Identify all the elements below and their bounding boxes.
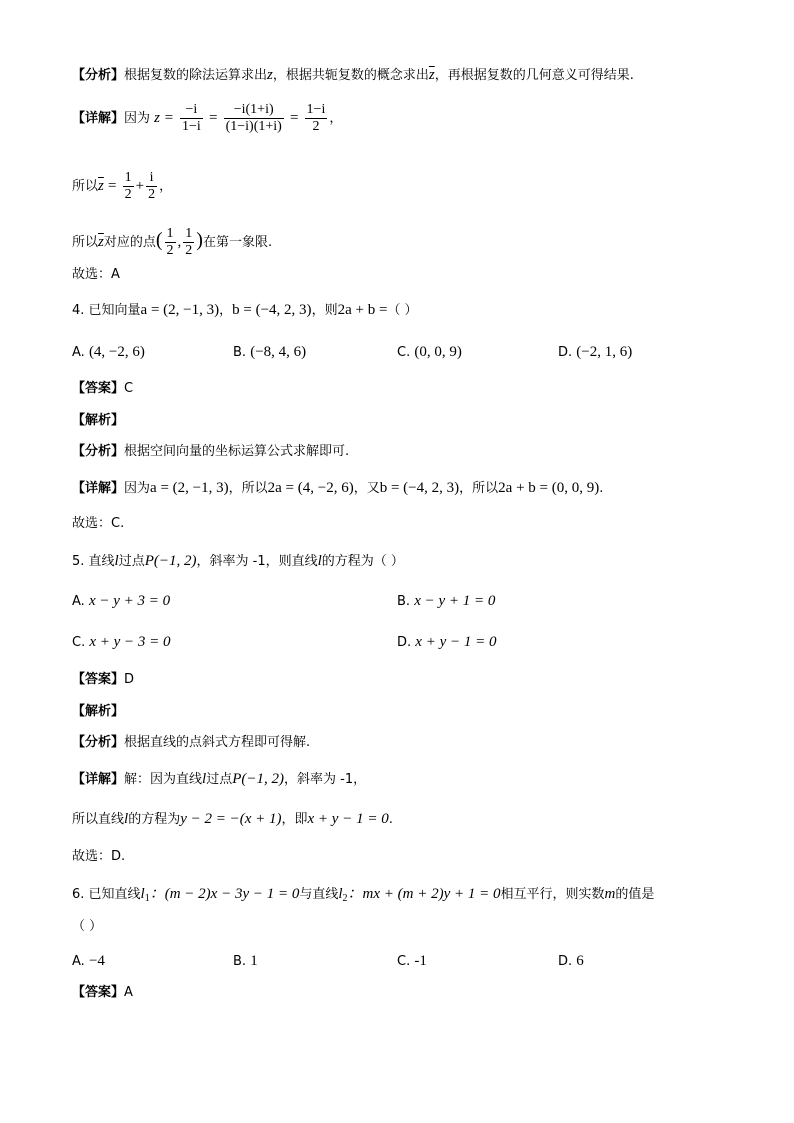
detail-tag: 【详解】 — [72, 111, 125, 126]
fraction: $\frac{1}{2}$ — [166, 226, 174, 258]
punct: ， — [329, 111, 343, 126]
q5-solution-tag: 【解析】 — [72, 704, 125, 719]
q6-answer: 【答案】A — [72, 985, 133, 1000]
q4-detail: 【详解】因为a = (2, −1, 3)，所以2a = (4, −2, 6)，又b = (−4, 2, 3)，所以2a + b = (0, 0, 9). — [72, 480, 604, 496]
plus-sign: + — [135, 178, 145, 194]
q5-choose: 故选：D. — [72, 849, 126, 864]
q5-analysis: 【分析】根据直线的点斜式方程即可得解. — [72, 735, 311, 750]
punct: ， — [219, 303, 233, 318]
q5-stem: 5. 直线l过点P(−1, 2)，斜率为 -1，则直线l的方程为（ ） — [72, 553, 404, 569]
text: 所以 — [72, 179, 99, 194]
q5-detail: 【详解】解：因为直线l过点P(−1, 2)，斜率为 -1， — [72, 771, 367, 787]
fraction: $\frac{i}{2}$ — [148, 170, 156, 202]
q4-option-d: D. (−2, 1, 6) — [558, 344, 633, 360]
analysis-text: 根据复数的除法运算求出 — [124, 68, 268, 83]
q4-option-c: C. (0, 0, 9) — [397, 344, 462, 360]
q6-answer-blank: （ ） — [72, 919, 103, 934]
q4-choose: 故选：C. — [72, 516, 125, 531]
q5-option-c: C. x + y − 3 = 0 — [72, 634, 171, 650]
q5-option-d: D. x + y − 1 = 0 — [397, 634, 497, 650]
q3-point-line — [72, 226, 272, 259]
answer-blank: （ ） — [387, 303, 418, 318]
paren: ) — [196, 229, 203, 251]
q4-analysis: 【分析】根据空间向量的坐标运算公式求解即可. — [72, 444, 350, 459]
equals-sign: = — [108, 178, 117, 194]
fraction: $\frac{-i}{1-i}$ — [182, 102, 201, 134]
q6-option-c: C. -1 — [397, 953, 427, 969]
analysis-tag: 【分析】 — [72, 68, 125, 83]
q6-option-d: D. 6 — [558, 953, 584, 969]
text: 对应的点 — [103, 235, 156, 250]
z-equals: z = — [154, 110, 174, 126]
fraction: $\frac{1}{2}$ — [185, 226, 193, 258]
detail-lead: 因为 — [124, 111, 151, 126]
analysis-text: ，根据共轭复数的概念求出 — [272, 68, 429, 83]
vector-b: b = (−4, 2, 3) — [232, 302, 312, 318]
q4-solution-tag: 【解析】 — [72, 413, 125, 428]
text: 在第一象限. — [202, 235, 273, 250]
punct: ， — [159, 179, 173, 194]
q6-stem: 6. 已知直线$l_1$：(m − 2)x − 3y − 1 = 0与直线$l_2$：mx + (m + 2)y + 1 = 0相互平行，则实数m的值是 — [72, 886, 655, 904]
expression: 2a + b = — [337, 302, 388, 318]
q5-option-b: B. x − y + 1 = 0 — [397, 593, 496, 609]
q6-option-a: A. −4 — [72, 953, 105, 969]
q4-option-a: A. (4, −2, 6) — [72, 344, 145, 360]
var-z: z — [267, 67, 273, 83]
q3-analysis-line — [72, 66, 634, 85]
equals-sign: = — [208, 110, 218, 126]
q5-answer: 【答案】D — [72, 672, 135, 687]
text: ，则 — [311, 303, 338, 318]
fraction: $\frac{1-i}{2}$ — [306, 102, 326, 134]
equals-sign: = — [289, 110, 299, 126]
var-z-conjugate: $\overline{z}$ — [428, 67, 435, 83]
q5-detail-line2: 所以直线l的方程为y − 2 = −(x + 1)，即x + y − 1 = 0. — [72, 811, 393, 827]
comma: , — [177, 234, 182, 250]
paren: ( — [155, 229, 163, 251]
analysis-text: ，再根据复数的几何意义可得结果. — [434, 68, 634, 83]
q4-answer: 【答案】C — [72, 381, 134, 396]
var-z-conjugate: $\overline{z}$ — [98, 178, 104, 194]
fraction: $\frac{-i(1+i)}{(1-i)(1+i)}$ — [225, 102, 282, 134]
q3-detail-line — [72, 102, 342, 135]
q5-option-a: A. x − y + 3 = 0 — [72, 593, 171, 609]
fraction: $\frac{1}{2}$ — [124, 170, 132, 202]
text: 所以 — [72, 235, 99, 250]
question-number: 4. 已知向量 — [72, 303, 141, 318]
q3-choose: 故选：A — [72, 267, 120, 282]
q6-option-b: B. 1 — [233, 953, 258, 969]
q3-conjugate-line — [72, 170, 172, 203]
q4-stem — [72, 301, 418, 320]
var-z-conjugate: $\overline{z}$ — [98, 234, 104, 250]
q4-option-b: B. (−8, 4, 6) — [233, 344, 307, 360]
vector-a: a = (2, −1, 3) — [140, 302, 220, 318]
